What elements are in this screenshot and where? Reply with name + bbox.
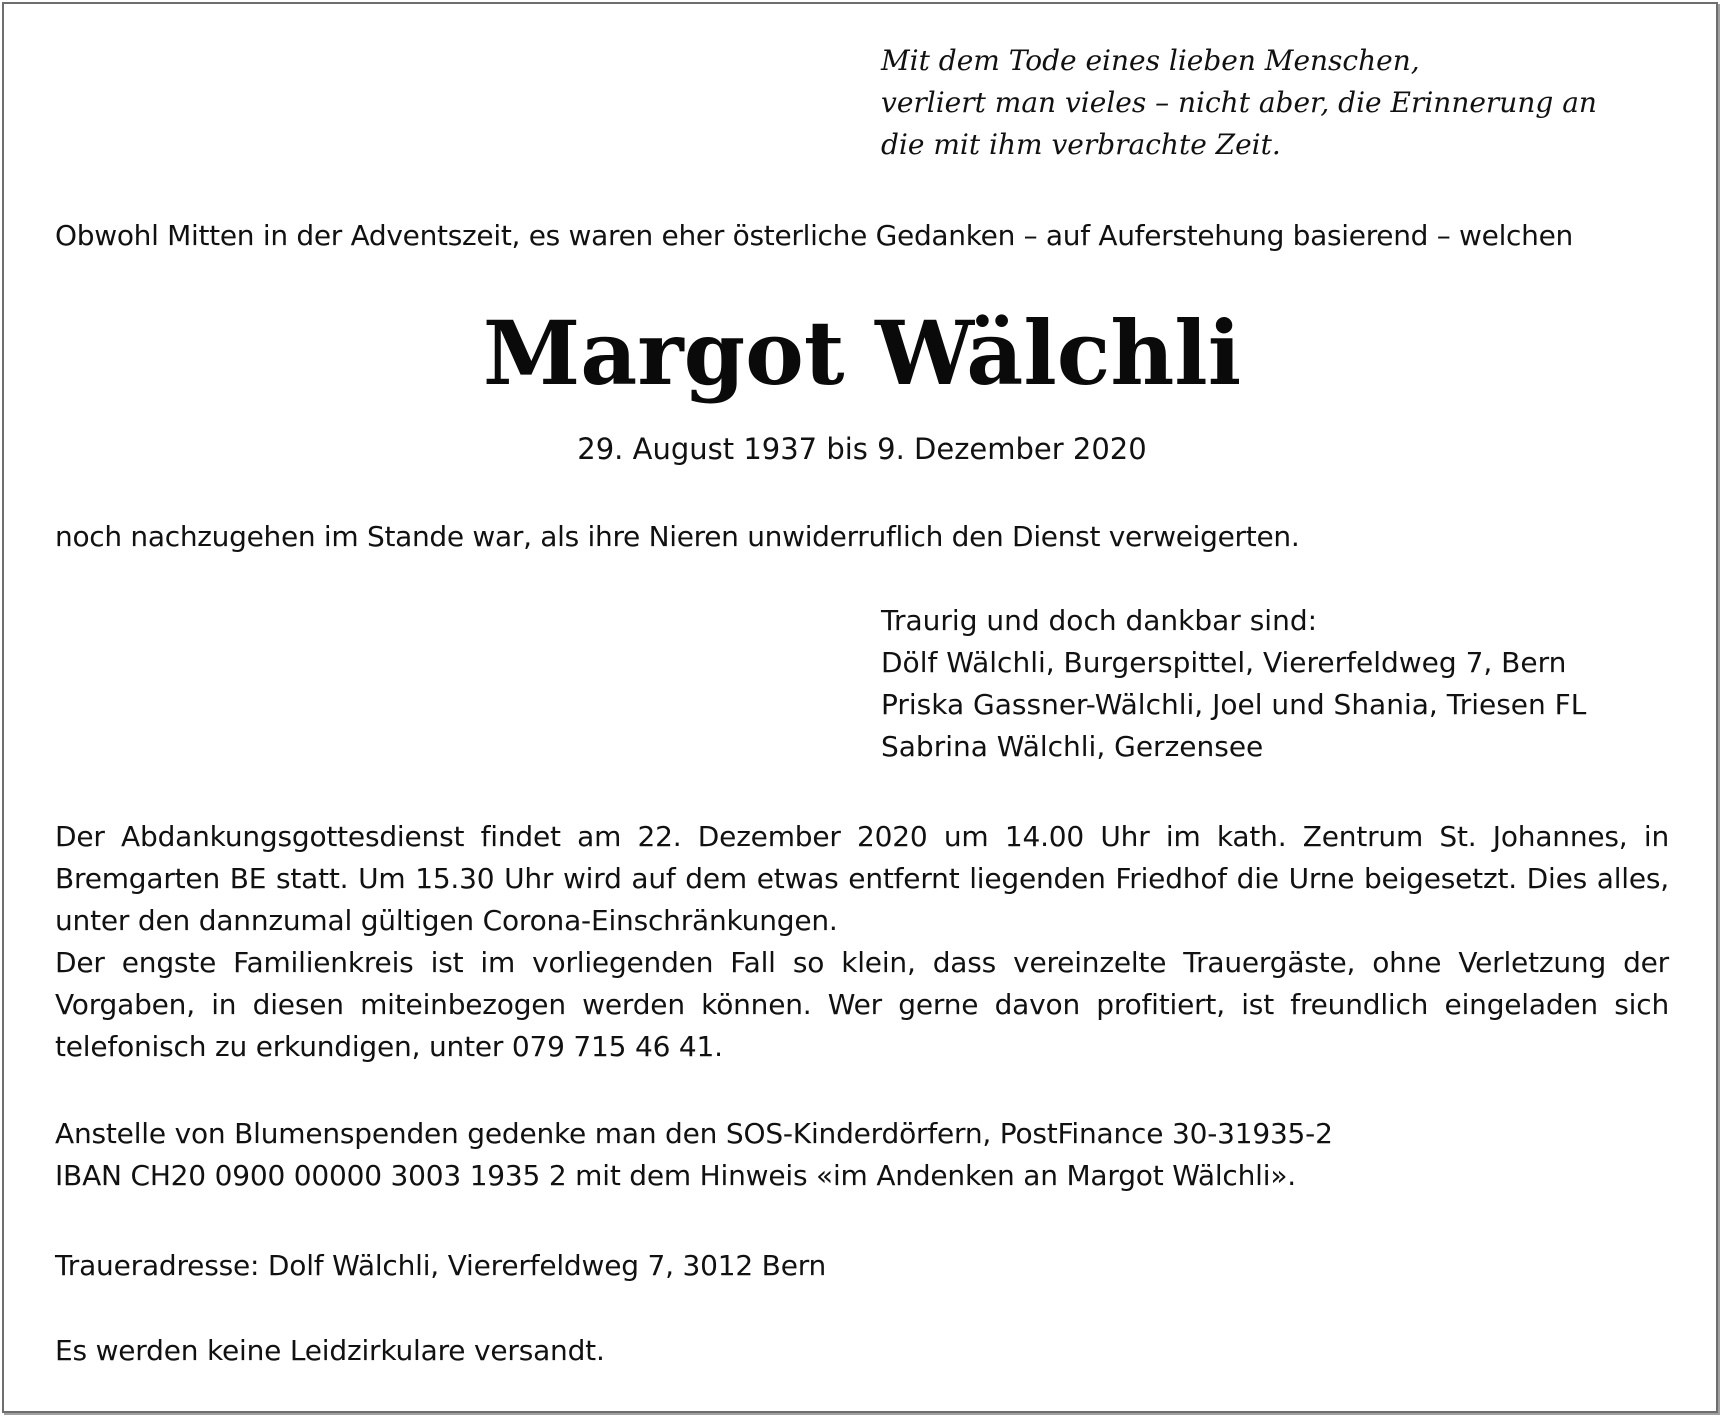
closing-note: Es werden keine Leidzirkulare versandt. xyxy=(55,1334,605,1367)
service-info xyxy=(55,816,1669,1068)
mourners-heading: Traurig und doch dankbar sind: xyxy=(881,604,1318,637)
mourner-name: Dölf Wälchli, Burgerspittel, Viererfeldweg 7, Bern xyxy=(881,646,1567,679)
mourner-name: Sabrina Wälchli, Gerzensee xyxy=(881,730,1264,763)
deceased-name: Margot Wälchli xyxy=(482,301,1242,405)
donation-info xyxy=(55,1113,1333,1197)
mourner-name: Priska Gassner-Wälchli, Joel und Shania, Triesen FL xyxy=(881,688,1587,721)
quote-line-1: Mit dem Tode eines lieben Menschen, xyxy=(881,44,1420,77)
mourners-block xyxy=(881,600,1586,768)
continuation-text: noch nachzugehen im Stande war, als ihre Nieren unwiderruflich den Dienst verweigerten. xyxy=(55,520,1300,553)
quote-line-3: die mit ihm verbrachte Zeit. xyxy=(881,128,1281,161)
quote-line-2: verliert man vieles – nicht aber, die Erinnerung an xyxy=(881,86,1597,119)
intro-text: Obwohl Mitten in der Adventszeit, es waren eher österliche Gedanken – auf Auferstehung basierend – welchen xyxy=(55,219,1573,252)
memorial-quote xyxy=(881,40,1597,166)
family-paragraph: Der engste Familienkreis ist im vorliegenden Fall so klein, dass vereinzelte Trauergäste, ohne Verletzung der Vorgaben, in diesen miteinbezogen werden können. Wer gerne davon profitiert, ist freundlich eingeladen sich telefonisch zu erkundigen, unter 079 715 46 41. xyxy=(55,946,1669,1063)
mourning-address: Traueradresse: Dolf Wälchli, Viererfeldweg 7, 3012 Bern xyxy=(55,1249,827,1282)
donation-line: Anstelle von Blumenspenden gedenke man den SOS-Kinderdörfern, PostFinance 30-31935-2 xyxy=(55,1117,1333,1150)
life-dates: 29. August 1937 bis 9. Dezember 2020 xyxy=(577,432,1147,466)
service-paragraph: Der Abdankungsgottesdienst findet am 22. Dezember 2020 um 14.00 Uhr im kath. Zentrum St. Johannes, in Bremgarten BE statt. Um 15.30 Uhr wird auf dem etwas entfernt liegenden Friedhof die Urne beigesetzt. Dies alles, unter den dannzumal gültigen Corona-Einschränkungen. xyxy=(55,820,1669,937)
iban-line: IBAN CH20 0900 00000 3003 1935 2 mit dem Hinweis «im Andenken an Margot Wälchli». xyxy=(55,1159,1296,1192)
